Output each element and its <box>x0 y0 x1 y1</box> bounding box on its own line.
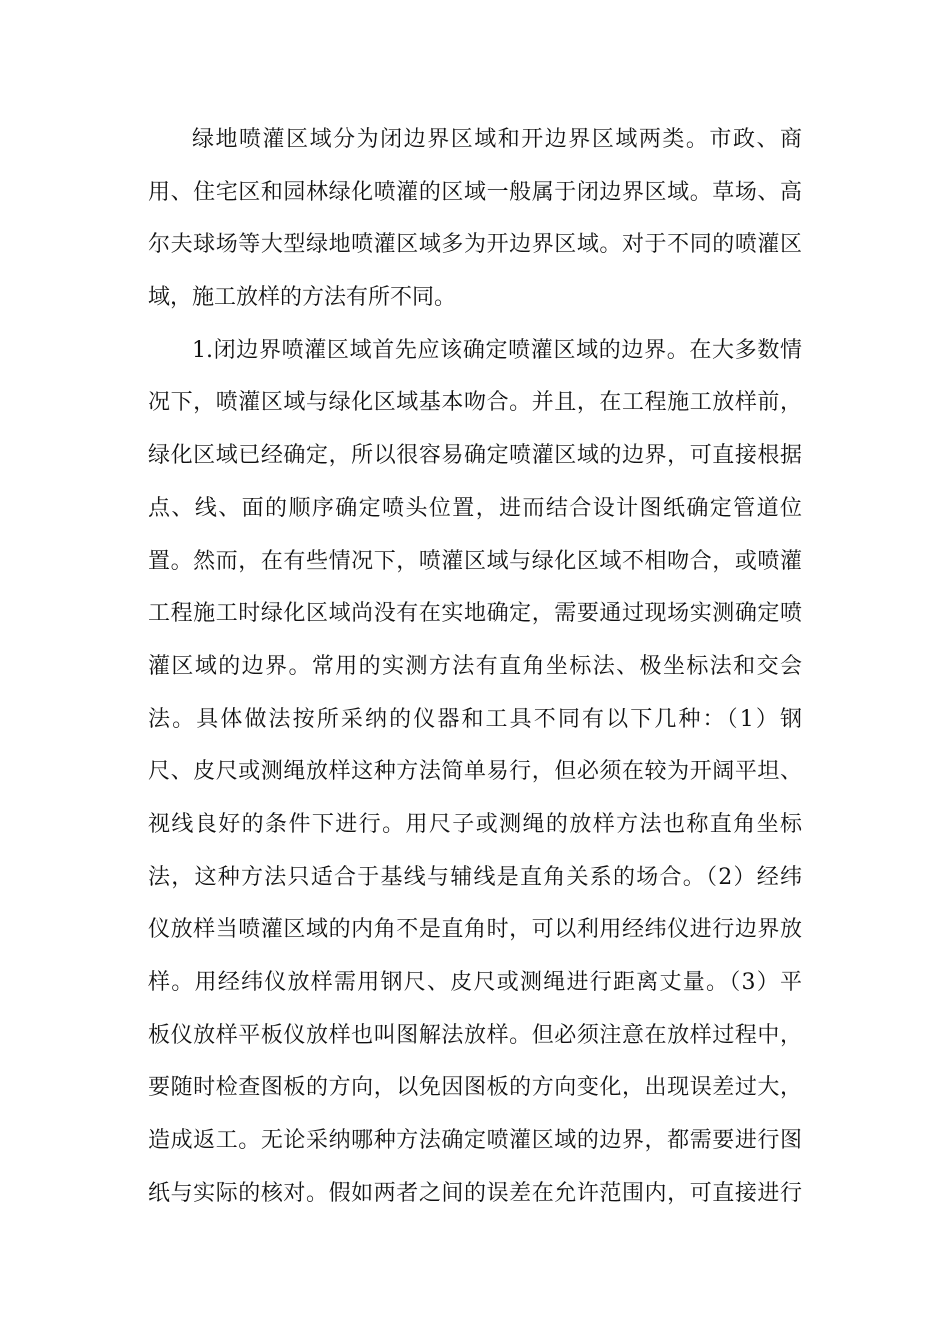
text-line: 造成返工。无论采纳哪种方法确定喷灌区域的边界，都需要进行图 <box>148 1128 802 1154</box>
text-line: 用、住宅区和园林绿化喷灌的区域一般属于闭边界区域。草场、高 <box>148 179 802 205</box>
text-line: 法，这种方法只适合于基线与辅线是直角关系的场合。（2）经纬 <box>148 864 802 890</box>
body-text <box>148 114 802 1220</box>
text-line: 样。用经纬仪放样需用钢尺、皮尺或测绳进行距离丈量。（3）平 <box>148 970 802 995</box>
text-line: 尔夫球场等大型绿地喷灌区域多为开边界区域。对于不同的喷灌区 <box>148 232 802 258</box>
text-line: 尺、皮尺或测绳放样这种方法简单易行，但必须在较为开阔平坦、 <box>148 759 802 785</box>
text-line: 域，施工放样的方法有所不同。 <box>148 285 457 311</box>
text-line: 板仪放样平板仪放样也叫图解法放样。但必须注意在放样过程中， <box>148 1022 802 1048</box>
text-line: 绿化区域已经确定，所以很容易确定喷灌区域的边界，可直接根据 <box>148 443 802 469</box>
paragraph-1 <box>148 114 802 325</box>
text-line: 工程施工时绿化区域尚没有在实地确定，需要通过现场实测确定喷 <box>148 601 802 627</box>
text-line: 要随时检查图板的方向，以免因图板的方向变化，出现误差过大， <box>148 1075 802 1101</box>
text-line: 点、线、面的顺序确定喷头位置，进而结合设计图纸确定管道位 <box>148 495 802 521</box>
text-line: 视线良好的条件下进行。用尺子或测绳的放样方法也称直角坐标 <box>148 811 802 837</box>
text-line: 置。然而，在有些情况下，喷灌区域与绿化区域不相吻合，或喷灌 <box>148 548 802 574</box>
text-line: 纸与实际的核对。假如两者之间的误差在允许范围内，可直接进行 <box>148 1180 802 1206</box>
text-line: 1.闭边界喷灌区域首先应该确定喷灌区域的边界。在大多数情 <box>192 337 802 363</box>
text-line: 况下，喷灌区域与绿化区域基本吻合。并且，在工程施工放样前， <box>148 390 802 416</box>
text-line: 灌区域的边界。常用的实测方法有直角坐标法、极坐标法和交会 <box>148 653 802 679</box>
text-line: 绿地喷灌区域分为闭边界区域和开边界区域两类。市政、商 <box>192 127 802 152</box>
text-line: 仪放样当喷灌区域的内角不是直角时，可以利用经纬仪进行边界放 <box>148 917 802 943</box>
text-line: 法。具体做法按所采纳的仪器和工具不同有以下几种：（1）钢 <box>148 706 802 732</box>
paragraph-2 <box>148 325 802 1221</box>
